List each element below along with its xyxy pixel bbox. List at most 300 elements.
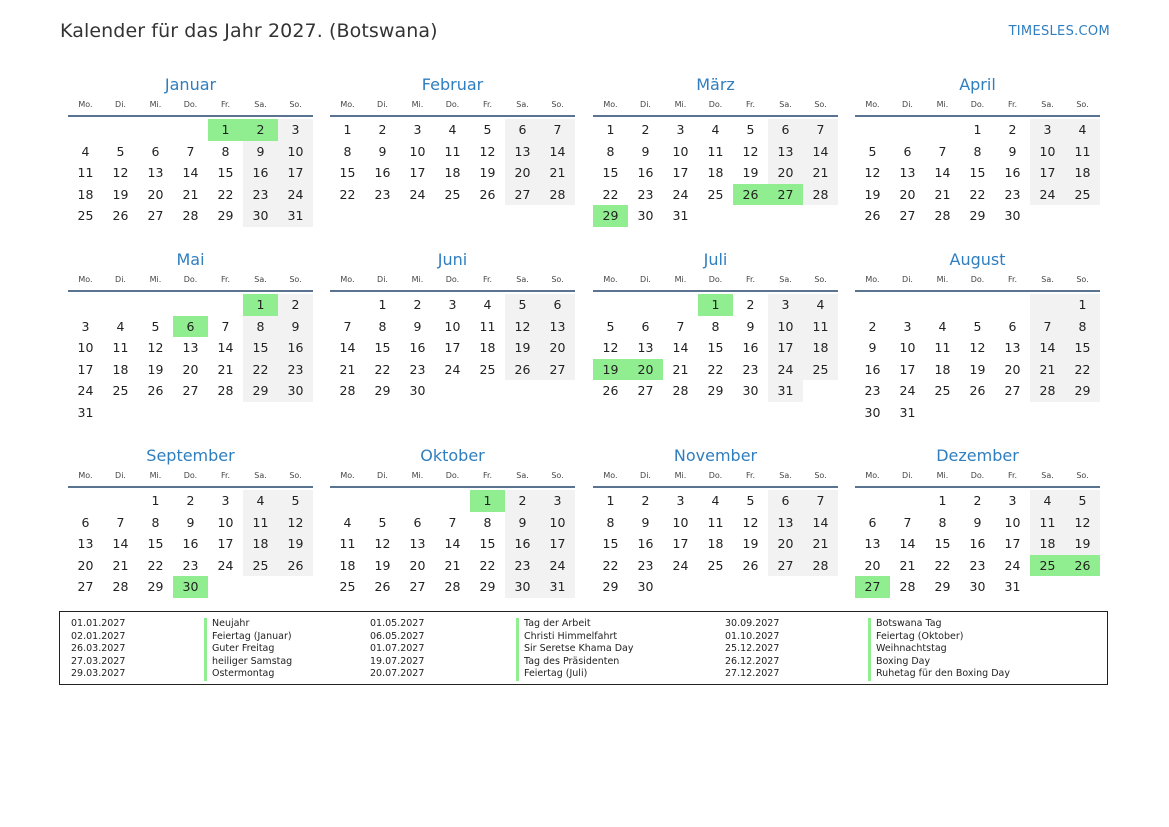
weekday-label: Sa. [516, 100, 529, 109]
week-row [330, 490, 575, 512]
day-cell: 15 [602, 536, 619, 552]
weekday-header [855, 469, 1100, 483]
day-cell: 31 [278, 205, 313, 227]
weekday-label: Sa. [1041, 471, 1054, 480]
day-cell: 17 [77, 361, 94, 377]
weekday-label: Do. [183, 100, 198, 109]
day-cell: 12 [147, 340, 164, 356]
day-cell: 9 [413, 318, 422, 334]
week-row [855, 359, 1100, 381]
day-cell: 9 [278, 316, 313, 338]
empty-cell [768, 576, 803, 598]
weekday-label: Di. [377, 471, 388, 480]
holiday-date: 29.03.2027 [71, 668, 126, 679]
holiday-name: heiliger Samstag [204, 656, 292, 669]
empty-cell [400, 490, 435, 512]
week-row [330, 141, 575, 163]
empty-cell [138, 119, 173, 141]
week-row [593, 184, 838, 206]
day-cell: 24 [672, 186, 689, 202]
week-row [68, 162, 313, 184]
week-row [855, 490, 1100, 512]
empty-cell [1030, 402, 1065, 424]
empty-cell [925, 119, 960, 141]
day-cell: 27 [147, 208, 164, 224]
day-cell: 29 [1065, 380, 1100, 402]
day-cell: 16 [969, 536, 986, 552]
day-cell: 25 [444, 186, 461, 202]
day-cell: 3 [413, 122, 422, 137]
empty-cell [733, 576, 768, 598]
day-cell: 27 [505, 184, 540, 206]
day-cell: 7 [116, 514, 125, 530]
day-cell: 10 [77, 340, 94, 356]
week-row [68, 337, 313, 359]
day-cell: 10 [409, 143, 426, 159]
day-cell: 4 [711, 493, 720, 508]
day-cell: 2 [413, 297, 422, 312]
month-1 [68, 74, 313, 227]
holiday-name-column [516, 618, 633, 681]
holiday-name: Neujahr [204, 618, 292, 631]
day-cell: 3 [540, 490, 575, 512]
day-cell: 10 [768, 316, 803, 338]
day-cell: 2 [378, 122, 387, 137]
day-cell: 28 [899, 579, 916, 595]
weekday-label: So. [1076, 100, 1089, 109]
week-row [593, 490, 838, 512]
weekday-label: Mi. [674, 275, 687, 284]
weekday-header [593, 273, 838, 287]
day-cell: 20 [505, 162, 540, 184]
empty-cell [103, 294, 138, 316]
day-cell: 12 [278, 512, 313, 534]
day-cell: 3 [676, 122, 685, 137]
empty-cell [593, 294, 628, 316]
day-cell: 15 [707, 340, 724, 356]
day-cell: 23 [969, 557, 986, 573]
weekday-label: Fr. [482, 100, 493, 109]
page-title: Kalender für das Jahr 2027. (Botswana) [60, 20, 438, 42]
day-cell: 29 [602, 579, 619, 595]
day-cell: 16 [278, 337, 313, 359]
day-cell: 14 [899, 536, 916, 552]
day-cell: 2 [278, 294, 313, 316]
holiday-date-column [71, 618, 125, 681]
weekday-label: Mi. [936, 275, 949, 284]
holiday-date: 26.12.2027 [725, 655, 780, 667]
day-cell: 1 [606, 122, 615, 137]
day-cell: 31 [1004, 579, 1021, 595]
holiday-day-cell: 1 [208, 119, 243, 141]
day-cell: 7 [448, 514, 457, 530]
weekday-label: Di. [115, 275, 126, 284]
weekday-label: Fr. [745, 471, 756, 480]
day-cell: 18 [444, 165, 461, 181]
day-cell: 2 [868, 318, 877, 334]
empty-cell [243, 402, 278, 424]
day-cell: 18 [803, 337, 838, 359]
month-name: Februar [421, 75, 484, 94]
day-cell: 8 [483, 514, 492, 530]
month-2 [330, 74, 575, 205]
holiday-name: Botswana Tag [868, 618, 1010, 631]
day-cell: 23 [637, 557, 654, 573]
weekday-label: Sa. [516, 471, 529, 480]
empty-cell [435, 380, 470, 402]
day-cell: 28 [182, 208, 199, 224]
day-cell: 24 [217, 557, 234, 573]
day-cell: 9 [378, 143, 387, 159]
day-cell: 8 [343, 143, 352, 159]
day-cell: 25 [112, 383, 129, 399]
day-cell: 2 [746, 297, 755, 312]
day-cell: 11 [803, 316, 838, 338]
day-cell: 15 [374, 340, 391, 356]
day-cell: 5 [505, 294, 540, 316]
holiday-date: 26.03.2027 [71, 643, 126, 654]
week-row [330, 337, 575, 359]
week-row [68, 490, 313, 512]
day-cell: 16 [505, 533, 540, 555]
day-cell: 16 [637, 536, 654, 552]
weekday-label: Mi. [936, 471, 949, 480]
week-row [330, 512, 575, 534]
day-cell: 15 [243, 337, 278, 359]
day-cell: 30 [505, 576, 540, 598]
day-cell: 21 [934, 186, 951, 202]
day-cell: 5 [378, 514, 387, 530]
day-cell: 24 [672, 557, 689, 573]
weekday-header [330, 98, 575, 112]
day-cell: 5 [868, 143, 877, 159]
day-cell: 31 [899, 404, 916, 420]
week-row [68, 294, 313, 316]
day-cell: 10 [672, 143, 689, 159]
day-cell: 5 [278, 490, 313, 512]
day-cell: 25 [803, 359, 838, 381]
empty-cell [960, 402, 995, 424]
day-cell: 6 [641, 318, 650, 334]
day-cell: 2 [973, 493, 982, 508]
weekday-label: So. [551, 275, 564, 284]
day-cell: 30 [742, 383, 759, 399]
weekday-header [855, 98, 1100, 112]
day-cell: 19 [969, 361, 986, 377]
day-cell: 20 [540, 337, 575, 359]
weekday-header [68, 98, 313, 112]
weekday-label: So. [1076, 275, 1089, 284]
week-row [68, 316, 313, 338]
day-cell: 23 [182, 557, 199, 573]
day-cell: 17 [409, 165, 426, 181]
day-cell: 28 [540, 184, 575, 206]
month-name: August [949, 250, 1006, 269]
day-cell: 29 [934, 579, 951, 595]
day-cell: 26 [374, 579, 391, 595]
day-cell: 24 [540, 555, 575, 577]
day-cell: 9 [1008, 143, 1017, 159]
day-cell: 11 [1030, 512, 1065, 534]
day-cell: 19 [505, 337, 540, 359]
month-name: Oktober [420, 446, 485, 465]
day-cell: 3 [1030, 119, 1065, 141]
day-cell: 22 [707, 361, 724, 377]
week-row [593, 380, 838, 402]
weekday-label: Sa. [516, 275, 529, 284]
day-cell: 12 [742, 143, 759, 159]
month-divider [68, 486, 313, 488]
day-cell: 11 [707, 514, 724, 530]
day-cell: 12 [479, 143, 496, 159]
day-cell: 26 [864, 208, 881, 224]
day-cell: 9 [746, 318, 755, 334]
empty-cell [68, 490, 103, 512]
day-cell: 26 [278, 555, 313, 577]
weekday-label: Sa. [1041, 275, 1054, 284]
empty-cell [855, 294, 890, 316]
weekday-label: So. [1076, 471, 1089, 480]
day-cell: 4 [81, 143, 90, 159]
weekday-label: Do. [970, 471, 985, 480]
month-name: November [673, 446, 758, 465]
day-cell: 20 [1004, 361, 1021, 377]
week-row [330, 316, 575, 338]
day-cell: 29 [147, 579, 164, 595]
day-cell: 9 [973, 514, 982, 530]
day-cell: 7 [938, 143, 947, 159]
day-cell: 7 [221, 318, 230, 334]
weekday-label: Sa. [254, 100, 267, 109]
day-cell: 26 [147, 383, 164, 399]
weekday-label: Mo. [865, 471, 880, 480]
day-cell: 28 [803, 184, 838, 206]
day-cell: 9 [641, 143, 650, 159]
day-cell: 31 [768, 380, 803, 402]
day-cell: 18 [77, 186, 94, 202]
weekday-label: Fr. [1007, 275, 1018, 284]
day-cell: 15 [147, 536, 164, 552]
day-cell: 14 [672, 340, 689, 356]
day-cell: 28 [1030, 380, 1065, 402]
day-cell: 24 [1004, 557, 1021, 573]
holiday-date: 01.05.2027 [370, 618, 425, 629]
month-divider [330, 115, 575, 117]
day-cell: 8 [606, 514, 615, 530]
weekday-header [593, 98, 838, 112]
day-cell: 16 [637, 165, 654, 181]
empty-cell [278, 576, 313, 598]
day-cell: 1 [973, 122, 982, 137]
day-cell: 12 [742, 514, 759, 530]
holiday-date: 01.01.2027 [71, 618, 126, 629]
day-cell: 20 [864, 557, 881, 573]
day-cell: 11 [243, 512, 278, 534]
week-row [855, 119, 1100, 141]
day-cell: 7 [803, 490, 838, 512]
day-cell: 30 [278, 380, 313, 402]
week-row [68, 533, 313, 555]
day-cell: 24 [444, 361, 461, 377]
holiday-date: 19.07.2027 [370, 655, 425, 667]
weekday-label: Do. [970, 275, 985, 284]
day-cell: 19 [864, 186, 881, 202]
weekday-label: Di. [640, 471, 651, 480]
day-cell: 17 [672, 165, 689, 181]
weekday-label: Di. [377, 100, 388, 109]
day-cell: 2 [641, 493, 650, 508]
month-divider [855, 290, 1100, 292]
day-cell: 9 [505, 512, 540, 534]
holiday-day-cell: 19 [593, 359, 628, 381]
day-cell: 27 [409, 579, 426, 595]
day-cell: 14 [444, 536, 461, 552]
day-cell: 8 [973, 143, 982, 159]
weekday-label: Mi. [411, 275, 424, 284]
day-cell: 10 [217, 514, 234, 530]
weekday-label: So. [551, 100, 564, 109]
day-cell: 6 [540, 294, 575, 316]
day-cell: 12 [602, 340, 619, 356]
holiday-date: 20.07.2027 [370, 668, 425, 679]
week-row [330, 555, 575, 577]
weekday-header [593, 469, 838, 483]
week-row [593, 162, 838, 184]
day-cell: 18 [1065, 162, 1100, 184]
day-cell: 4 [711, 122, 720, 137]
holiday-name: Ostermontag [204, 668, 292, 681]
weekday-label: Do. [970, 100, 985, 109]
holiday-day-cell: 29 [593, 205, 628, 227]
holiday-name: Weihnachtstag [868, 643, 1010, 656]
empty-cell [733, 205, 768, 227]
day-cell: 6 [505, 119, 540, 141]
day-cell: 13 [899, 165, 916, 181]
weekday-label: Mi. [149, 471, 162, 480]
day-cell: 7 [803, 119, 838, 141]
weekday-label: Do. [183, 471, 198, 480]
day-cell: 30 [1004, 208, 1021, 224]
day-cell: 16 [864, 361, 881, 377]
day-cell: 26 [505, 359, 540, 381]
weekday-label: Mi. [674, 471, 687, 480]
day-cell: 11 [77, 165, 94, 181]
weekday-label: Sa. [779, 471, 792, 480]
day-cell: 24 [768, 359, 803, 381]
day-cell: 14 [540, 141, 575, 163]
day-cell: 5 [746, 493, 755, 508]
day-cell: 9 [186, 514, 195, 530]
empty-cell [208, 294, 243, 316]
day-cell: 8 [938, 514, 947, 530]
day-cell: 7 [343, 318, 352, 334]
weekday-label: Mo. [603, 471, 618, 480]
day-cell: 23 [637, 186, 654, 202]
holiday-date: 30.09.2027 [725, 618, 780, 629]
day-cell: 23 [1004, 186, 1021, 202]
weekday-label: So. [814, 275, 827, 284]
day-cell: 17 [217, 536, 234, 552]
week-row [855, 184, 1100, 206]
day-cell: 21 [444, 557, 461, 573]
day-cell: 12 [864, 165, 881, 181]
day-cell: 10 [1030, 141, 1065, 163]
day-cell: 18 [707, 536, 724, 552]
day-cell: 19 [479, 165, 496, 181]
weekday-label: Fr. [1007, 471, 1018, 480]
day-cell: 23 [243, 184, 278, 206]
day-cell: 13 [77, 536, 94, 552]
day-cell: 17 [768, 337, 803, 359]
weekday-label: Fr. [220, 471, 231, 480]
week-row [855, 512, 1100, 534]
week-row [593, 359, 838, 381]
empty-cell [768, 205, 803, 227]
week-row [330, 380, 575, 402]
day-cell: 18 [112, 361, 129, 377]
day-cell: 21 [803, 533, 838, 555]
day-cell: 3 [278, 119, 313, 141]
day-cell: 5 [973, 318, 982, 334]
day-cell: 28 [803, 555, 838, 577]
holiday-day-cell: 2 [243, 119, 278, 141]
day-cell: 11 [934, 340, 951, 356]
weekday-header [330, 469, 575, 483]
day-cell: 11 [112, 340, 129, 356]
weekday-label: Di. [115, 471, 126, 480]
day-cell: 11 [707, 143, 724, 159]
weekday-label: So. [289, 275, 302, 284]
empty-cell [330, 490, 365, 512]
holiday-day-cell: 1 [470, 490, 505, 512]
day-cell: 27 [899, 208, 916, 224]
holiday-day-cell: 20 [628, 359, 663, 381]
day-cell: 25 [707, 557, 724, 573]
day-cell: 14 [1030, 337, 1065, 359]
day-cell: 22 [243, 359, 278, 381]
week-row [593, 555, 838, 577]
weekday-label: Mi. [674, 100, 687, 109]
holiday-date-column [370, 618, 424, 681]
day-cell: 19 [1065, 533, 1100, 555]
day-cell: 23 [742, 361, 759, 377]
day-cell: 15 [479, 536, 496, 552]
brand-link[interactable]: TIMESLES.COM [1008, 24, 1110, 39]
day-cell: 19 [278, 533, 313, 555]
day-cell: 5 [606, 318, 615, 334]
day-cell: 31 [540, 576, 575, 598]
day-cell: 1 [151, 493, 160, 508]
empty-cell [663, 294, 698, 316]
empty-cell [1065, 576, 1100, 598]
day-cell: 30 [409, 383, 426, 399]
empty-cell [68, 119, 103, 141]
weekday-label: Mi. [411, 471, 424, 480]
weekday-label: Fr. [1007, 100, 1018, 109]
weekday-label: Di. [902, 100, 913, 109]
day-cell: 7 [540, 119, 575, 141]
day-cell: 12 [505, 316, 540, 338]
holiday-name: Tag der Arbeit [516, 618, 633, 631]
day-cell: 4 [343, 514, 352, 530]
day-cell: 20 [768, 162, 803, 184]
day-cell: 6 [903, 143, 912, 159]
day-cell: 29 [374, 383, 391, 399]
day-cell: 20 [768, 533, 803, 555]
day-cell: 17 [444, 340, 461, 356]
weekday-label: So. [551, 471, 564, 480]
weekday-label: So. [289, 471, 302, 480]
